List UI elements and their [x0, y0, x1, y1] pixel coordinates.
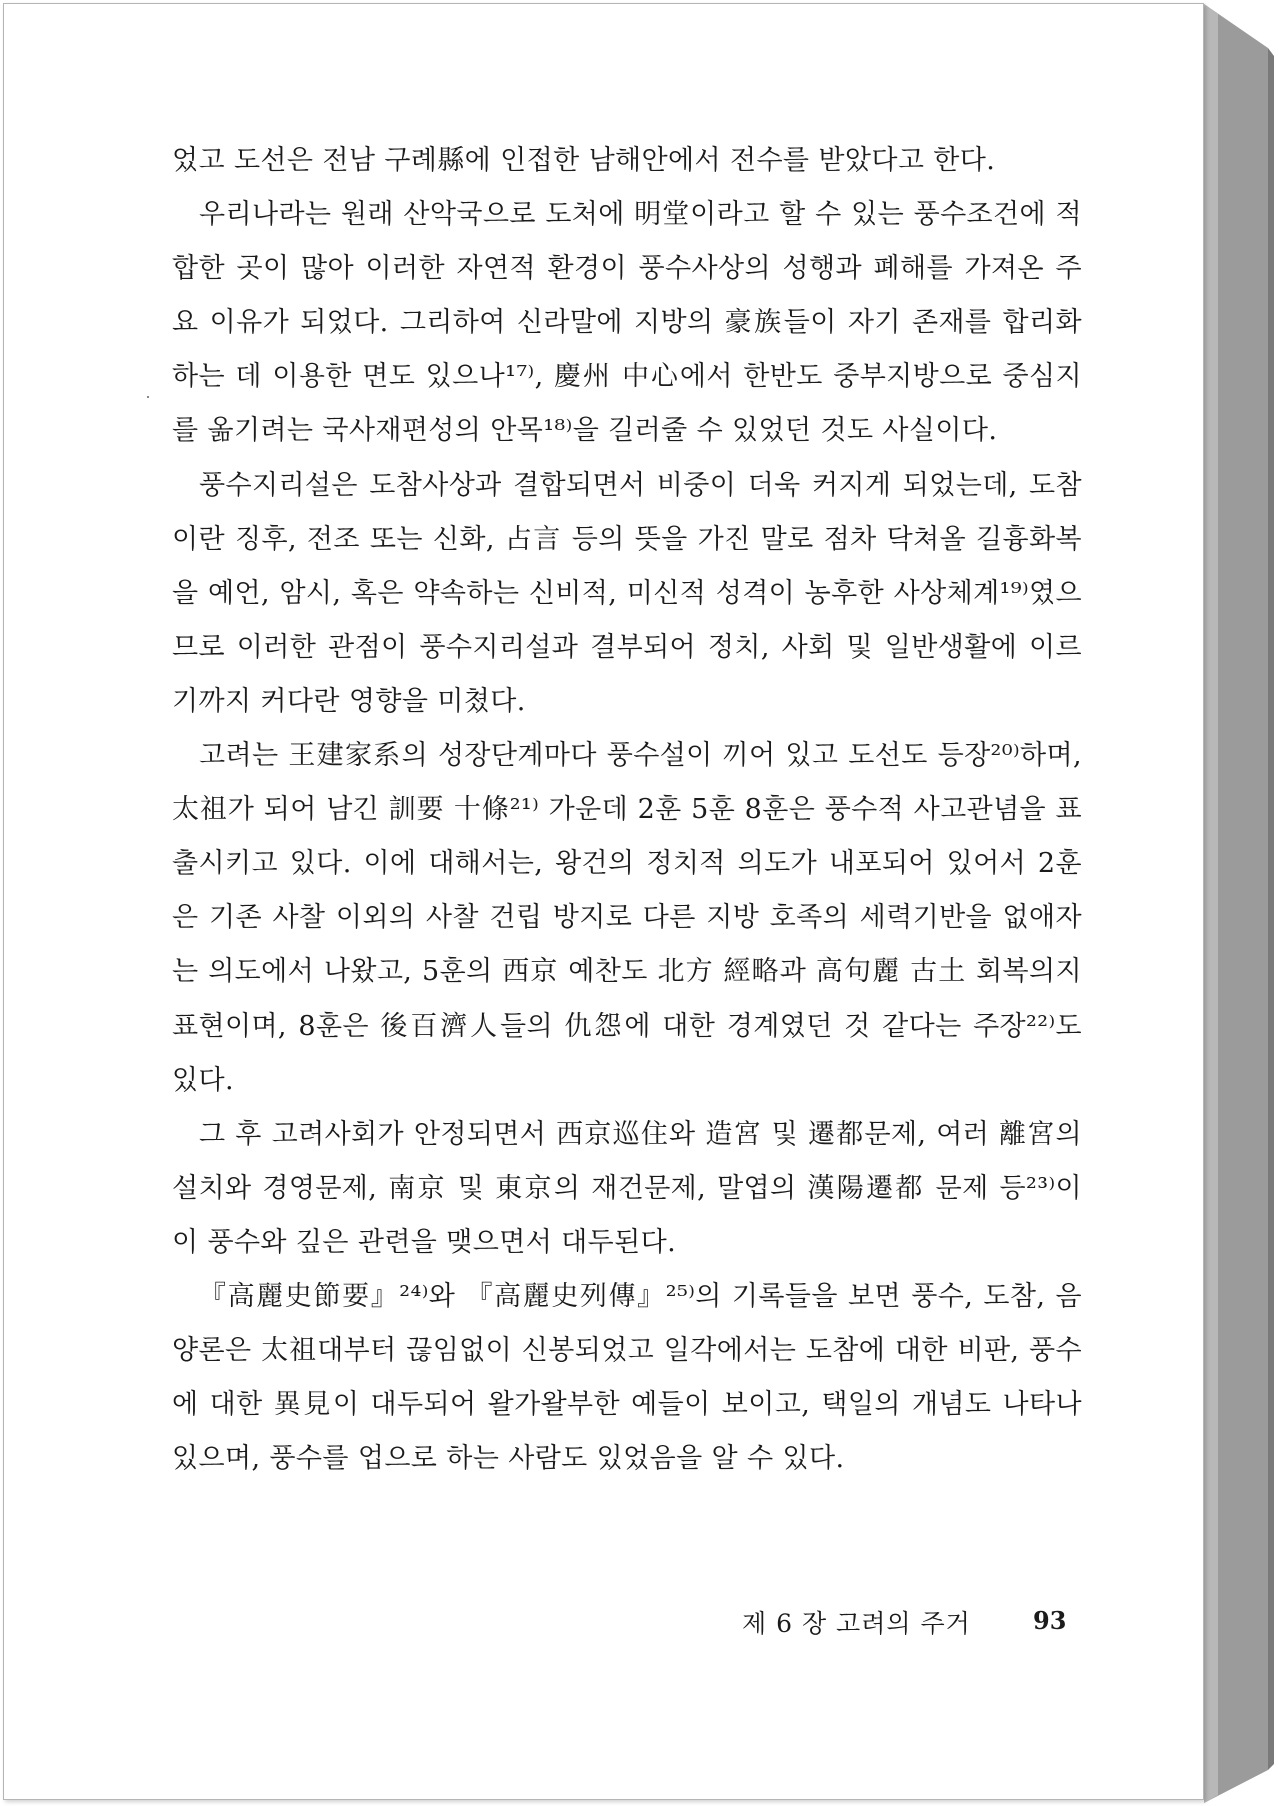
- footer-chapter-title: 제 6 장 고려의 주거: [742, 1609, 971, 1638]
- paragraph-6: 『高麗史節要』²⁴⁾와 『高麗史列傳』²⁵⁾의 기록들을 보면 풍수, 도참, 음양론은 太祖대부터 끊임없이 신봉되었고 일각에서는 도참에 대한 비판, 풍수에 대한 異見이 대두되어 왈가왈부한 예들이 보이고, 택일의 개념도 나타나 있으며, 풍수를 업으로 하는 사람도 있었음을 알 수 있다.: [172, 1280, 1082, 1475]
- paragraph-4: 고려는 王建家系의 성장단계마다 풍수설이 끼어 있고 도선도 등장²⁰⁾하며, 太祖가 되어 남긴 訓要 十條²¹⁾ 가운데 2훈 5훈 8훈은 풍수적 사고관념을 표출시키고 있다. 이에 대해서는, 왕건의 정치적 의도가 내포되어 있어서 2훈은 기존 사찰 이외의 사찰 건립 방지로 다른 지방 호족의 세력기반을 없애자는 의도에서 나왔고, 5훈의 西京 예찬도 北方 經略과 高句麗 古土 회복의지 표현이며, 8훈은 後百濟人들의 仇怨에 대한 경계였던 것 같다는 주장²²⁾도 있다.: [172, 740, 1082, 1096]
- paragraph-1: 었고 도선은 전남 구례縣에 인접한 남해안에서 전수를 받았다고 한다.: [172, 145, 996, 176]
- paragraph-5: 그 후 고려사회가 안정되면서 西京巡住와 造宮 및 遷都문제, 여러 離宮의 설치와 경영문제, 南京 및 東京의 재건문제, 말엽의 漢陽遷都 문제 등²³⁾이 이 풍수와 깊은 관련을 맺으면서 대두된다.: [172, 1118, 1082, 1258]
- margin-mark: [147, 396, 149, 398]
- paragraph-3: 풍수지리설은 도참사상과 결합되면서 비중이 더욱 커지게 되었는데, 도참이란 징후, 전조 또는 신화, 占言 등의 뜻을 가진 말로 점차 닥쳐올 길흉화복을 예언, 암시, 혹은 약속하는 신비적, 미신적 성격이 농후한 사상체계¹⁹⁾였으므로 이러한 관점이 풍수지리설과 결부되어 정치, 사회 및 일반생활에 이르기까지 커다란 영향을 미쳤다.: [172, 469, 1082, 717]
- body-text: [172, 134, 1082, 1486]
- footer-page-number: 93: [1033, 1606, 1067, 1635]
- paragraph-2: 우리나라는 원래 산악국으로 도처에 明堂이라고 할 수 있는 풍수조건에 적합한 곳이 많아 이러한 자연적 환경이 풍수사상의 성행과 폐해를 가져온 주요 이유가 되었다. 그리하여 신라말에 지방의 豪族들이 자기 존재를 합리화하는 데 이용한 면도 있으나¹⁷⁾, 慶州 中心에서 한반도 중부지방으로 중심지를 옮기려는 국사재편성의 안목¹⁸⁾을 길러줄 수 있었던 것도 사실이다.: [172, 199, 1082, 447]
